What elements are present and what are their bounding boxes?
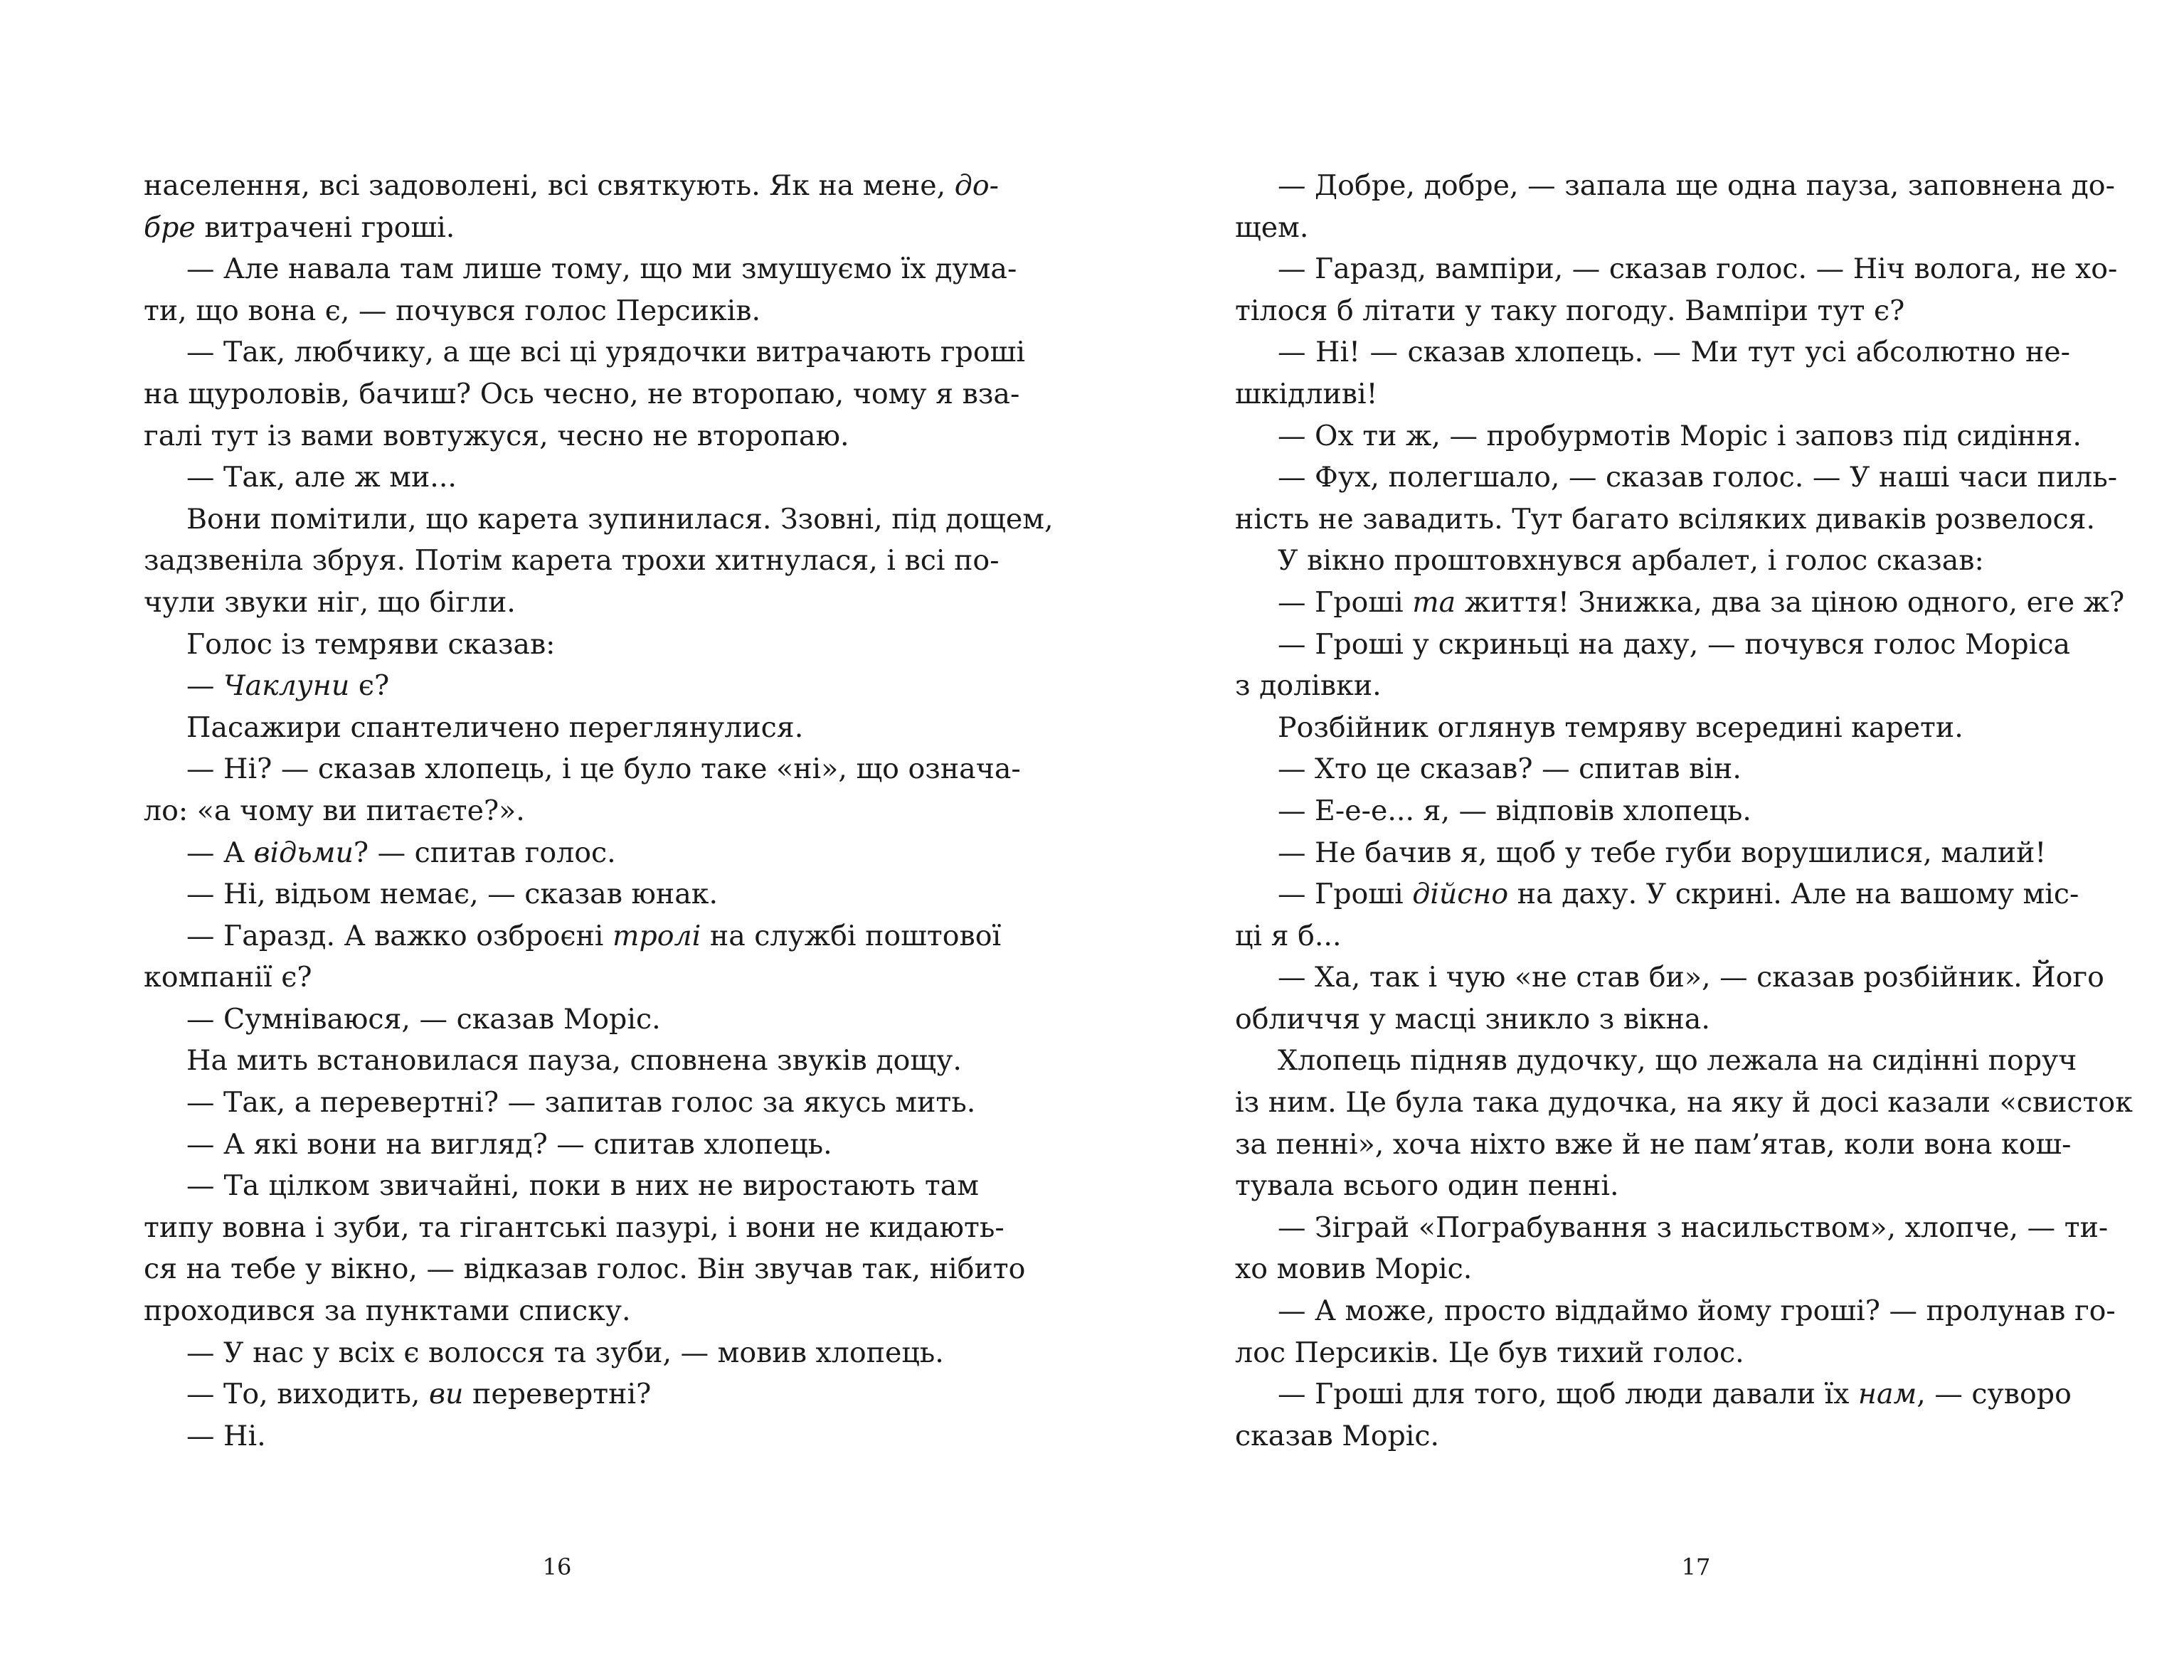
text-segment: — Хто це сказав? — спитав він.	[1278, 753, 1742, 786]
text-segment: перевертні?	[463, 1378, 652, 1411]
text-line	[1235, 582, 2125, 624]
text-line	[144, 457, 979, 499]
text-segment: Пасажири спантеличено переглянулися.	[186, 711, 804, 744]
text-line	[144, 1248, 1026, 1290]
text-segment: шкідливі!	[1235, 377, 1378, 410]
text-line	[144, 1040, 979, 1082]
text-line	[144, 832, 979, 874]
text-line	[1235, 248, 2118, 290]
text-line	[1235, 665, 2070, 707]
text-segment: Вони помітили, що карета зупинилася. Ззовні, під дощем,	[186, 502, 1054, 536]
italic-text: бре	[144, 211, 196, 244]
text-line	[144, 207, 979, 249]
text-line	[1235, 748, 2070, 790]
text-segment: — А які вони на вигляд? — спитав хлопець.	[186, 1127, 832, 1161]
text-line	[144, 707, 979, 749]
text-segment: — А може, просто віддаймо йому гроші? — пролунав го-	[1278, 1294, 2116, 1328]
text-segment: галі тут із вами вовтужуся, чесно не второпаю.	[144, 419, 849, 452]
text-line	[1235, 331, 2070, 373]
text-segment: на щуроловів, бачиш? Ось чесно, не второпаю, чому я вза-	[144, 377, 1020, 410]
text-line	[1235, 373, 2070, 415]
text-line	[1235, 1248, 2070, 1290]
italic-text: та	[1412, 585, 1456, 619]
text-segment: — Гроші	[1278, 585, 1413, 619]
text-segment: — Ні.	[186, 1419, 266, 1452]
text-line	[144, 873, 979, 915]
text-line	[144, 1332, 979, 1374]
right-page-text	[1235, 165, 2133, 1457]
text-segment: тувала всього один пенні.	[1235, 1169, 1619, 1203]
text-segment: — Гаразд. А важко озброєні	[186, 919, 613, 952]
text-segment: — А	[186, 836, 254, 869]
text-line	[1235, 1082, 2133, 1124]
text-segment: — Ох ти ж, — пробурмотів Моріс і заповз під сидіння.	[1278, 419, 2082, 452]
text-line	[1235, 1373, 2070, 1415]
text-line	[144, 1415, 979, 1457]
right-page-number: 17	[1681, 1553, 1711, 1580]
text-line	[1235, 207, 2070, 249]
text-segment: ло: «а чому ви питаєте?».	[144, 794, 525, 827]
text-segment: ? — спитав голос.	[353, 836, 616, 869]
text-line	[144, 582, 979, 624]
text-line	[1235, 1332, 2070, 1374]
text-segment: життя! Знижка, два за ціною одного, еге ж?	[1456, 585, 2125, 619]
text-line	[144, 540, 1000, 582]
text-line	[144, 373, 1020, 415]
text-line	[1235, 540, 2070, 582]
text-segment: — Так, любчику, а ще всі ці урядочки витрачають гроші	[186, 336, 1025, 369]
text-line	[1235, 165, 2115, 207]
text-line	[1235, 624, 2070, 666]
text-segment: населення, всі задоволені, всі святкують. Як на мене,	[144, 169, 955, 202]
text-line	[144, 665, 979, 707]
left-page-number: 16	[542, 1553, 572, 1580]
text-line	[1235, 999, 2070, 1041]
text-segment: — То, виходить,	[186, 1378, 430, 1411]
text-segment: з долівки.	[1235, 669, 1382, 703]
text-segment: із ним. Це була така дудочка, на яку й досі казали «свисток	[1235, 1086, 2133, 1120]
italic-text: до-	[954, 169, 999, 202]
text-line	[1235, 1415, 2070, 1457]
text-segment: — Так, але ж ми...	[186, 461, 457, 494]
text-segment: щем.	[1235, 211, 1309, 244]
text-line	[1235, 499, 2096, 541]
text-segment: за пенні», хоча ніхто вже й не пам’ятав, коли вона кош-	[1235, 1127, 2072, 1161]
text-line	[1235, 1207, 2109, 1249]
text-segment: — Гаразд, вампіри, — сказав голос. — Ніч волога, не хо-	[1278, 252, 2118, 286]
left-page-text	[144, 165, 1054, 1457]
text-segment: , — суворо	[1917, 1378, 2072, 1411]
text-segment: на службі поштової	[701, 919, 1002, 952]
text-line	[144, 1124, 979, 1166]
text-segment: — Е-е-е... я, — відповів хлопець.	[1278, 794, 1751, 827]
text-segment: Розбійник оглянув темряву всередині карети.	[1278, 711, 1963, 744]
text-line	[1235, 832, 2070, 874]
italic-text: дійсно	[1412, 878, 1509, 911]
text-segment: — Ні! — сказав хлопець. — Ми тут усі абсолютно не-	[1278, 336, 2070, 369]
text-segment: Голос із темряви сказав:	[186, 627, 556, 661]
italic-text: нам	[1857, 1378, 1917, 1411]
text-segment: сказав Моріс.	[1235, 1419, 1440, 1452]
text-line	[144, 1165, 979, 1207]
text-line	[144, 248, 1017, 290]
text-segment: — Ні? — сказав хлопець, і це було таке «ні», що означа-	[186, 753, 1021, 786]
text-line	[1235, 957, 2104, 999]
text-line	[144, 1290, 979, 1332]
text-segment: ці я б...	[1235, 919, 1342, 952]
text-segment: — Так, а перевертні? — запитав голос за якусь мить.	[186, 1086, 976, 1120]
text-line	[1235, 1165, 2070, 1207]
text-line	[144, 331, 1025, 373]
italic-text: відьми	[253, 836, 354, 869]
text-segment: витрачені гроші.	[195, 211, 455, 244]
text-segment: чули звуки ніг, що бігли.	[144, 585, 516, 619]
text-line	[1235, 1124, 2070, 1166]
italic-text: тролі	[613, 919, 701, 952]
text-line	[144, 1082, 979, 1124]
text-segment: У вікно проштовхнувся арбалет, і голос сказав:	[1278, 544, 1984, 578]
text-line	[1235, 707, 2070, 749]
text-line	[1235, 873, 2079, 915]
text-segment: — Гроші для того, щоб люди давали їх	[1278, 1378, 1858, 1411]
italic-text: ви	[429, 1378, 464, 1411]
text-segment: — Ні, відьом немає, — сказав юнак.	[186, 878, 719, 911]
text-segment: — Зіграй «Пограбування з насильством», хлопче, — ти-	[1278, 1211, 2109, 1244]
text-segment: компанії є?	[144, 961, 312, 994]
text-segment: хо мовив Моріс.	[1235, 1253, 1473, 1286]
text-segment: На мить встановилася пауза, сповнена звуків дощу.	[186, 1044, 962, 1078]
text-line	[1235, 290, 2070, 332]
text-line	[144, 748, 1021, 790]
text-line	[1235, 1040, 2077, 1082]
text-segment: є?	[349, 669, 390, 703]
text-segment: — Гроші у скриньці на даху, — почувся голос Моріса	[1278, 627, 2070, 661]
text-segment: проходився за пунктами списку.	[144, 1294, 631, 1328]
right-page	[1092, 0, 2184, 1680]
text-segment: тілося б літати у таку погоду. Вампіри тут є?	[1235, 294, 1905, 327]
text-segment: Хлопець підняв дудочку, що лежала на сидінні поруч	[1278, 1044, 2077, 1078]
text-line	[1235, 915, 2070, 957]
text-segment: — Добре, добре, — запала ще одна пауза, заповнена до-	[1278, 169, 2115, 202]
text-segment: — У нас у всіх є волосся та зуби, — мовив хлопець.	[186, 1336, 944, 1369]
text-line	[144, 415, 979, 457]
text-line	[1235, 457, 2118, 499]
text-segment: — Та цілком звичайні, поки в них не виростають там	[186, 1169, 979, 1203]
text-line	[144, 1373, 979, 1415]
text-segment: — Не бачив я, щоб у тебе губи ворушилися, малий!	[1278, 836, 2047, 869]
text-line	[144, 957, 979, 999]
text-line	[144, 1207, 1004, 1249]
text-line	[1235, 790, 2070, 832]
italic-text: Чаклуни	[223, 669, 350, 703]
text-line	[144, 790, 979, 832]
text-line	[144, 290, 979, 332]
text-segment: типу вовна і зуби, та гігантські пазурі, і вони не кидають-	[144, 1211, 1004, 1244]
text-segment: — Ха, так і чую «не став би», — сказав розбійник. Його	[1278, 961, 2104, 994]
text-line	[144, 915, 1002, 957]
text-line	[144, 999, 979, 1041]
text-segment: лос Персиків. Це був тихий голос.	[1235, 1336, 1744, 1369]
text-segment: — Гроші	[1278, 878, 1413, 911]
text-segment: —	[186, 669, 224, 703]
text-segment: ти, що вона є, — почувся голос Персиків.	[144, 294, 761, 327]
text-segment: на даху. У скрині. Але на вашому міс-	[1508, 878, 2079, 911]
text-segment: ся на тебе у вікно, — відказав голос. Він звучав так, нібито	[144, 1253, 1026, 1286]
text-segment: задзвеніла збруя. Потім карета трохи хитнулася, і всі по-	[144, 544, 1000, 578]
text-line	[1235, 1290, 2116, 1332]
text-line	[144, 624, 979, 666]
text-segment: обличчя у масці зникло з вікна.	[1235, 1002, 1710, 1036]
text-segment: — Фух, полегшало, — сказав голос. — У наші часи пиль-	[1278, 461, 2118, 494]
text-line	[144, 165, 999, 207]
text-segment: — Але навала там лише тому, що ми змушуємо їх дума-	[186, 252, 1017, 286]
text-segment: ність не завадить. Тут багато всіляких диваків розвелося.	[1235, 502, 2096, 536]
text-line	[144, 499, 1054, 541]
text-line	[1235, 415, 2082, 457]
text-segment: — Сумніваюся, — сказав Моріс.	[186, 1002, 661, 1036]
